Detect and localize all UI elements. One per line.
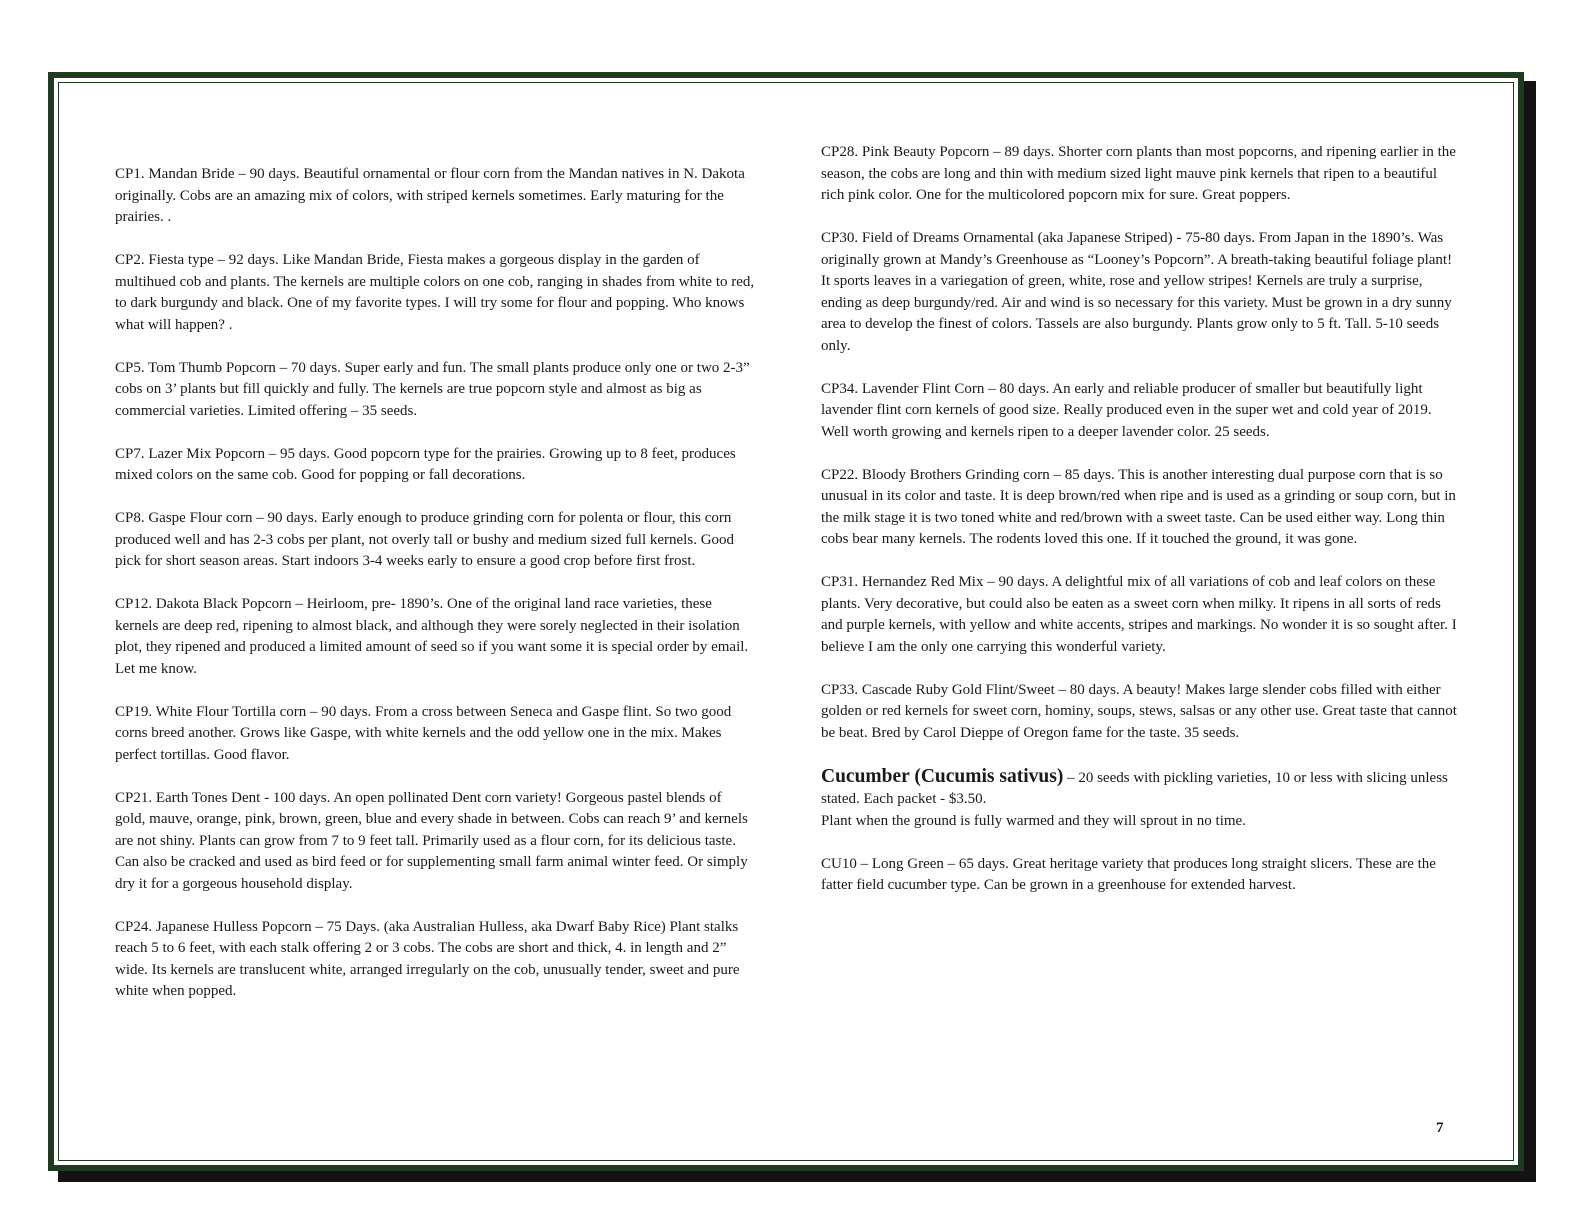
- catalog-entry-cp31: CP31. Hernandez Red Mix – 90 days. A delightful mix of all variations of cob and leaf colors on these plants. Very decorative, but could also be eaten as a sweet corn when milky. It ripens in all sorts of reds and purple kernels, with yellow and white accents, stripes and markings. No wonder it is so sought after. I believe I am the only one carrying this wonderful variety.: [821, 574, 1457, 655]
- catalog-entry-cp30: CP30. Field of Dreams Ornamental (aka Japanese Striped) - 75-80 days. From Japan in the 1890’s. Was originally grown at Mandy’s Greenhouse as “Looney’s Popcorn”. A breath-taking beautiful foliage plant! It sports leaves in a variegation of green, white, rose and yellow stripes! Kernels are truly a surprise, ending as deep burgundy/red. Air and wind is so necessary for this variety. Must be grown in a dry sunny area to develop the finest of colors. Tassels are also burgundy. Plants grow only to 5 ft. Tall. 5-10 seeds only.: [821, 230, 1453, 354]
- catalog-entry-cp28: CP28. Pink Beauty Popcorn – 89 days. Shorter corn plants than most popcorns, and ripening earlier in the season, the cobs are long and thin with medium sized light mauve pink kernels that ripen to a beautiful rich pink color. One for the multicolored popcorn mix for sure. Great poppers.: [821, 144, 1456, 203]
- right-column: [821, 142, 1463, 918]
- section-note: Plant when the ground is fully warmed and they will sprout in no time.: [821, 812, 1246, 829]
- catalog-entry-cp34: CP34. Lavender Flint Corn – 80 days. An early and reliable producer of smaller but beautifully light lavender flint corn kernels of good size. Really produced even in the super wet and cold year of 2019. Well worth growing and kernels ripen to a deeper lavender color. 25 seeds.: [821, 380, 1432, 440]
- catalog-entry-cp12: CP12. Dakota Black Popcorn – Heirloom, pre- 1890’s. One of the original land race varieties, these kernels are deep red, ripening to almost black, and although they were sorely neglected in their isolation plot, they ripened and produced a limited amount of seed so if you want some it is special order by email. Let me know.: [115, 596, 749, 677]
- catalog-entry-cp5: CP5. Tom Thumb Popcorn – 70 days. Super early and fun. The small plants produce only one or two 2-3” cobs on 3’ plants but fill quickly and fully. The kernels are true popcorn style and almost as big as commercial varieties. Limited offering – 35 seeds.: [115, 359, 750, 419]
- catalog-entry-cp24: CP24. Japanese Hulless Popcorn – 75 Days. (aka Australian Hulless, aka Dwarf Baby Rice) Plant stalks reach 5 to 6 feet, with each stalk offering 2 or 3 cobs. The cobs are short and thick, 4. in length and 2” wide. Its kernels are translucent white, arranged irregularly on the cob, unusually tender, sweet and pure white when popped.: [115, 918, 740, 999]
- catalog-entry-cp33: CP33. Cascade Ruby Gold Flint/Sweet – 80 days. A beauty! Makes large slender cobs filled with either golden or red kernels for sweet corn, hominy, soups, stews, salsas or any other use. Great taste that cannot be beat. Bred by Carol Dieppe of Oregon fame for the taste. 35 seeds.: [821, 681, 1457, 741]
- section-intro: – 20 seeds with pickling varieties, 10 or less with slicing unless stated. Each packet - $3.50.: [821, 769, 1448, 807]
- page-number: 7: [1436, 1120, 1444, 1136]
- cucumber-heading: [821, 766, 1463, 811]
- catalog-entry-cp1: CP1. Mandan Bride – 90 days. Beautiful ornamental or flour corn from the Mandan natives in N. Dakota originally. Cobs are an amazing mix of colors, with striped kernels sometimes. Early maturing for the prairies. .: [115, 166, 745, 225]
- catalog-entry-cp8: CP8. Gaspe Flour corn – 90 days. Early enough to produce grinding corn for polenta or flour, this corn produced well and has 2-3 cobs per plant, not overly tall or bushy and medium sized full kernels. Good pick for short season areas. Start indoors 3-4 weeks early to ensure a good crop before first frost.: [115, 510, 735, 569]
- left-column: [115, 164, 755, 1024]
- catalog-entry-cp19: CP19. White Flour Tortilla corn – 90 days. From a cross between Seneca and Gaspe flint. So two good corns breed another. Grows like Gaspe, with white kernels and the odd yellow one in the mix. Makes perfect tortillas. Good flavor.: [115, 703, 732, 763]
- cucumber-section: [821, 766, 1463, 833]
- catalog-entry-cp22: CP22. Bloody Brothers Grinding corn – 85 days. This is another interesting dual purpose corn that is so unusual in its color and taste. It is deep brown/red when ripe and is used as a grinding or soup corn, but in the milk stage it is two toned white and red/brown with a sweet taste. Can be used either way. Long thin cobs bear many kernels. The rodents loved this one. If it touched the ground, it was gone.: [821, 466, 1456, 547]
- catalog-entry-cp2: CP2. Fiesta type – 92 days. Like Mandan Bride, Fiesta makes a gorgeous display in the garden of multihued cob and plants. The kernels are multiple colors on one cob, ranging in shades from white to red, to dark burgundy and black. One of my favorite types. I will try some for flour and popping. Who knows what will happen? .: [115, 252, 755, 333]
- section-title: Cucumber (Cucumis sativus): [821, 765, 1064, 787]
- catalog-entry-cu10: CU10 – Long Green – 65 days. Great heritage variety that produces long straight slicers. These are the fatter field cucumber type. Can be grown in a greenhouse for extended harvest.: [821, 855, 1436, 893]
- catalog-entry-cp7: CP7. Lazer Mix Popcorn – 95 days. Good popcorn type for the prairies. Growing up to 8 feet, produces mixed colors on the same cob. Good for popping or fall decorations.: [115, 445, 736, 483]
- catalog-entry-cp21: CP21. Earth Tones Dent - 100 days. An open pollinated Dent corn variety! Gorgeous pastel blends of gold, mauve, orange, pink, brown, green, blue and every shade in between. Cobs can reach 9’ and kernels are not shiny. Plants can grow from 7 to 9 feet tall. Primarily used as a flour corn, for its delicious taste. Can also be cracked and used as bird feed or for supplementing small farm animal winter feed. Or simply dry it for a gorgeous household display.: [115, 789, 748, 892]
